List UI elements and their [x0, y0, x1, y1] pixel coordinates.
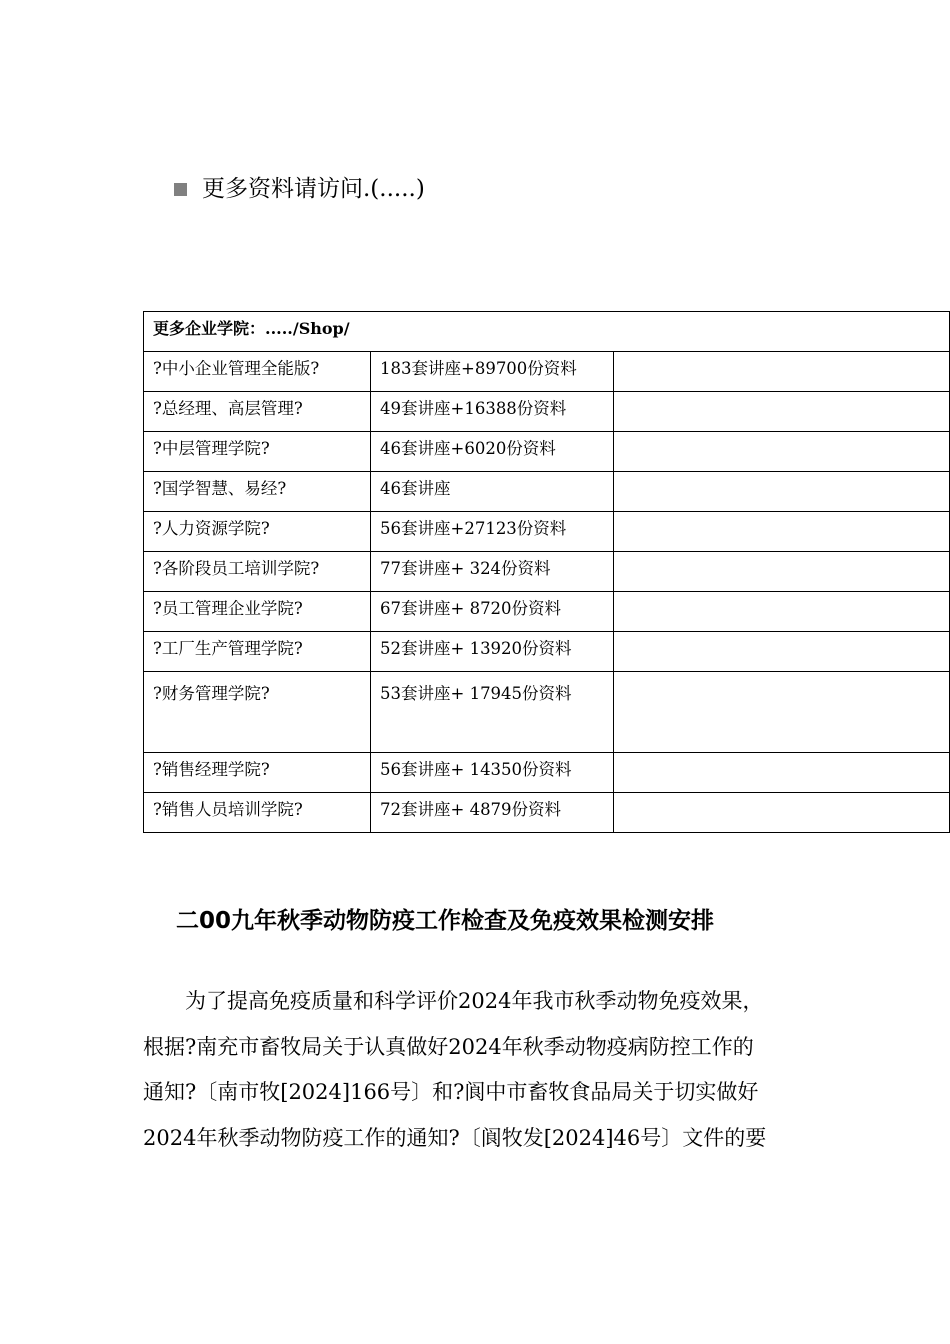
- table-row: [144, 632, 950, 672]
- course-content-cell: 46套讲座: [371, 472, 614, 512]
- course-content-cell: 52套讲座+ 13920份资料: [371, 632, 614, 672]
- course-extra-cell: [614, 753, 950, 793]
- course-name-cell: ?总经理、高层管理?: [144, 392, 371, 432]
- table-row: [144, 472, 950, 512]
- square-bullet-icon: [174, 183, 187, 196]
- course-content-cell: 56套讲座+27123份资料: [371, 512, 614, 552]
- table-row: [144, 512, 950, 552]
- table-row: [144, 552, 950, 592]
- course-content-cell: 53套讲座+ 17945份资料: [371, 672, 614, 753]
- course-extra-cell: [614, 352, 950, 392]
- course-extra-cell: [614, 432, 950, 472]
- table-row: [144, 592, 950, 632]
- course-name-cell: ?工厂生产管理学院?: [144, 632, 371, 672]
- table-row: [144, 432, 950, 472]
- body-line: 为了提高免疫质量和科学评价2024年我市秋季动物免疫效果，: [143, 989, 764, 1013]
- course-extra-cell: [614, 472, 950, 512]
- course-extra-cell: [614, 632, 950, 672]
- visit-text: 更多资料请访问.(.....): [202, 176, 425, 202]
- table-row: [144, 793, 950, 833]
- course-extra-cell: [614, 672, 950, 753]
- course-content-cell: 183套讲座+89700份资料: [371, 352, 614, 392]
- table-row: [144, 753, 950, 793]
- document-body: [143, 979, 811, 1161]
- course-name-cell: ?中小企业管理全能版?: [144, 352, 371, 392]
- table-row: [144, 352, 950, 392]
- course-name-cell: ?中层管理学院?: [144, 432, 371, 472]
- table-row: [144, 392, 950, 432]
- course-content-cell: 67套讲座+ 8720份资料: [371, 592, 614, 632]
- course-extra-cell: [614, 512, 950, 552]
- table-header-row: [144, 312, 950, 352]
- course-table: [143, 311, 950, 833]
- course-extra-cell: [614, 392, 950, 432]
- table-row: [144, 672, 950, 753]
- course-name-cell: ?销售人员培训学院?: [144, 793, 371, 833]
- course-name-cell: ?人力资源学院?: [144, 512, 371, 552]
- course-content-cell: 49套讲座+16388份资料: [371, 392, 614, 432]
- course-content-cell: 56套讲座+ 14350份资料: [371, 753, 614, 793]
- course-name-cell: ?销售经理学院?: [144, 753, 371, 793]
- body-line: 通知?〔南市牧[2024]166号〕和?阆中市畜牧食品局关于切实做好: [143, 1080, 759, 1104]
- course-name-cell: ?员工管理企业学院?: [144, 592, 371, 632]
- table-header-cell: 更多企业学院：...../Shop/: [144, 312, 950, 352]
- course-name-cell: ?国学智慧、易经?: [144, 472, 371, 512]
- course-content-cell: 72套讲座+ 4879份资料: [371, 793, 614, 833]
- course-name-cell: ?各阶段员工培训学院?: [144, 552, 371, 592]
- course-content-cell: 46套讲座+6020份资料: [371, 432, 614, 472]
- course-extra-cell: [614, 552, 950, 592]
- course-content-cell: 77套讲座+ 324份资料: [371, 552, 614, 592]
- course-extra-cell: [614, 592, 950, 632]
- body-line: 2024年秋季动物防疫工作的通知?〔阆牧发[2024]46号〕文件的要: [143, 1125, 767, 1150]
- course-name-cell: ?财务管理学院?: [144, 672, 371, 753]
- document-title: 二00九年秋季动物防疫工作检查及免疫效果检测安排: [176, 908, 715, 934]
- visit-line: [174, 172, 425, 206]
- course-extra-cell: [614, 793, 950, 833]
- body-line: 根据?南充市畜牧局关于认真做好2024年秋季动物疫病防控工作的: [143, 1034, 754, 1059]
